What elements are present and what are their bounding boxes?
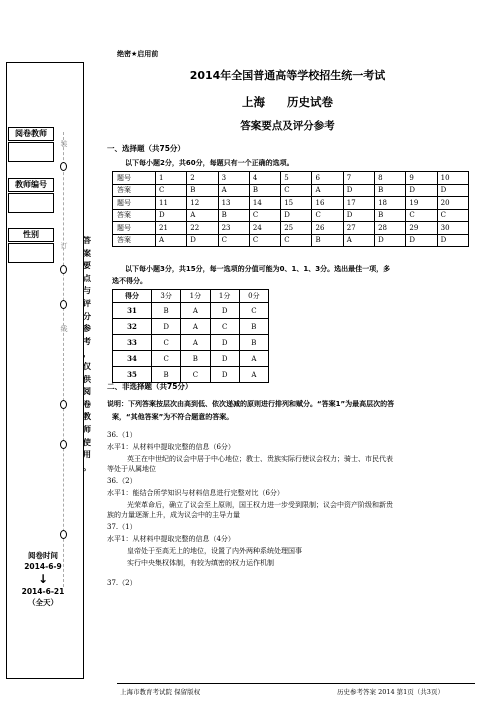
teacher-id-field[interactable] [8,193,54,213]
table-cell: 8 [375,172,406,185]
vertical-note-char: 与 [83,286,91,296]
end-date: 2014-6-21 [21,587,65,596]
answer-body [107,430,475,588]
secret-mark: 绝密★启用前 [117,50,159,58]
table-row [113,197,469,210]
table-cell: 3 [218,172,249,185]
table-cell: C [281,184,312,197]
binding-hole [60,300,67,309]
vertical-note-char: 。 [83,462,91,472]
table-cell: C [406,209,437,222]
table-cell: D [375,234,406,247]
binding-hole [60,162,67,171]
table-cell: A [239,351,268,367]
seal-line [63,132,65,587]
table-row [113,335,269,351]
table-cell: C [152,335,181,351]
section1-heading: 一、选择题（共75分） [107,144,185,153]
table-cell: B [218,209,249,222]
table-cell: 28 [375,222,406,235]
table-row [113,184,469,197]
table-cell: C [239,303,268,319]
exam-time-block [8,550,78,608]
table-header-cell: 得分 [113,290,152,303]
answer-line: 英王在中世纪的议会中居于中心地位；教士、贵族实际行使议会权力；骑士、市民代表 [127,455,393,463]
grader-label: 阅卷教师 [8,127,54,141]
table-cell: B [312,234,343,247]
row-header-cell: 题号 [113,197,156,210]
answer-table-1 [112,171,469,247]
table-cell: D [156,209,187,222]
table-cell: C [210,319,239,335]
table-header-cell: 1分 [181,290,210,303]
table-cell: 2 [187,172,218,185]
table-row [113,351,269,367]
section1-note1: 以下每小题2分，共60分，每题只有一个正确的选项。 [125,159,294,167]
answer-line: 水平1：从材料中提取完整的信息（6分） [107,443,235,451]
table-cell: A [312,184,343,197]
table-header-row [113,290,269,303]
table-cell: A [181,335,210,351]
seal-char: 线 [60,325,68,333]
vertical-note-char: 使 [83,437,91,447]
binding-hole [60,265,67,274]
all-day: （全天） [28,598,58,607]
question-number-cell: 33 [113,335,152,351]
page-subtitle-2: 答案要点及评分参考 [240,120,335,132]
table-cell: 30 [437,222,468,235]
page-subtitle: 上海 历史试卷 [241,95,333,109]
vertical-note-char: 阅 [83,387,91,397]
row-header-cell: 题号 [113,172,156,185]
footer-page-info: 历史参考答案 2014 第1页（共3页） [337,688,444,696]
table-cell: C [152,351,181,367]
table-cell: A [343,234,374,247]
vertical-note-char: 供 [83,374,91,384]
table-cell: A [181,303,210,319]
answer-line: 36.（1） [107,431,137,439]
seal-char: 订 [60,242,68,250]
question-number-cell: 35 [113,367,152,383]
table-cell: C [249,209,280,222]
table-cell: B [152,367,181,383]
table-cell: 29 [406,222,437,235]
answer-line: 水平1：从材料中提取完整的信息（4分） [107,535,235,543]
table-cell: 6 [312,172,343,185]
row-header-cell: 答案 [113,209,156,222]
table-cell: C [437,209,468,222]
vertical-note-char: 答 [83,236,91,245]
table-cell: 26 [312,222,343,235]
table-cell: 23 [218,222,249,235]
answer-line: 实行中央集权体制，有较为缜密的权力运作机制 [127,559,274,567]
footer-copyright: 上海市教育考试院 保留版权 [120,688,201,696]
table-cell: C [281,234,312,247]
table-cell: B [181,351,210,367]
vertical-note-char: 师 [83,424,91,434]
table-cell: D [406,234,437,247]
answer-line: 36.（2） [107,477,137,485]
gender-field[interactable] [8,243,54,263]
section2-desc-line2: 案，“其他答案”为不符合题意的答案。 [112,413,234,421]
table-cell: B [187,184,218,197]
vertical-note-char: 参 [83,324,91,334]
table-cell: B [239,319,268,335]
vertical-note-char: ， [83,349,91,359]
table-cell: 25 [281,222,312,235]
answer-line: 皇帝处于至高无上的地位，设置了内外两种系统处理国事 [127,547,302,555]
table-cell: 14 [249,197,280,210]
table-cell: 27 [343,222,374,235]
table-cell: D [210,351,239,367]
table-cell: D [281,209,312,222]
section2-heading: 二、非选择题（共75分） [107,382,193,391]
table-cell: D [437,234,468,247]
table-cell: D [406,184,437,197]
table-cell: 11 [156,197,187,210]
table-row [113,303,269,319]
section1-note2-line2: 选不得分。 [112,277,147,285]
answer-line: 37.（2） [107,579,137,587]
table-cell: D [343,184,374,197]
vertical-note-char: 考 [83,336,91,346]
table-cell: 15 [281,197,312,210]
vertical-note-char: 用 [83,450,91,460]
answer-table-2 [112,289,269,383]
answer-line: 水平1：能结合所学知识与材料信息进行完整对比（6分） [107,489,284,497]
table-row [113,234,469,247]
table-cell: 19 [406,197,437,210]
table-cell: 21 [156,222,187,235]
table-cell: B [249,184,280,197]
teacher-id-label: 教师编号 [8,178,54,192]
vertical-note-char: 卷 [83,399,91,409]
vertical-note-char: 教 [83,412,91,422]
table-cell: D [187,234,218,247]
table-cell: 13 [218,197,249,210]
answer-line: 光荣革命后，确立了议会至上原则，国王权力进一步受到限制；议会中资产阶级和新贵 [127,501,393,509]
table-cell: 5 [281,172,312,185]
table-cell: 1 [156,172,187,185]
table-row [113,172,469,185]
start-date: 2014-6-9 [24,562,62,571]
vertical-note-char: 要 [83,261,91,271]
table-cell: A [239,367,268,383]
table-row [113,319,269,335]
table-cell: C [218,234,249,247]
arrow-down-icon: ↓ [37,572,49,586]
answer-line: 等处于从属地位 [107,465,156,473]
table-cell: 20 [437,197,468,210]
table-cell: D [152,319,181,335]
answer-line: 族的力量逐渐上升，成为议会中的主导力量 [107,511,240,519]
table-cell: 24 [249,222,280,235]
table-cell: 7 [343,172,374,185]
row-header-cell: 答案 [113,184,156,197]
vertical-note-char: 分 [83,311,91,321]
table-cell: 18 [375,197,406,210]
table-cell: 16 [312,197,343,210]
table-cell: 9 [406,172,437,185]
table-cell: B [152,303,181,319]
table-cell: C [181,367,210,383]
section1-note2-line1: 以下每小题3分，共15分，每一选项的分值可能为0、1、1、3分。选出最佳一项，多 [125,265,391,273]
gender-label: 性别 [8,228,54,242]
vertical-note-char: 点 [83,273,91,283]
binding-hole [60,400,67,409]
vertical-note-char: 仅 [83,361,91,371]
table-cell: A [181,319,210,335]
answer-line: 37.（1） [107,523,137,531]
table-cell: C [249,234,280,247]
table-cell: 17 [343,197,374,210]
table-cell: D [210,335,239,351]
section2-desc-line1: 说明：下列答案按层次由高到低、依次递减的原则进行排列和赋分。“答案1”为最高层次的答 [107,400,395,408]
table-header-cell: 0分 [239,290,268,303]
exam-time-label: 阅卷时间 [28,551,58,560]
table-cell: 12 [187,197,218,210]
row-header-cell: 题号 [113,222,156,235]
question-number-cell: 31 [113,303,152,319]
grader-field[interactable] [8,142,54,162]
table-cell: B [375,184,406,197]
vertical-note [80,235,94,495]
question-number-cell: 32 [113,319,152,335]
table-cell: A [187,209,218,222]
question-number-cell: 34 [113,351,152,367]
table-header-cell: 3分 [152,290,181,303]
table-cell: 4 [249,172,280,185]
vertical-note-char: 案 [83,248,91,258]
table-cell: C [312,209,343,222]
table-cell: B [239,335,268,351]
footer-divider [117,683,475,684]
seal-char: 装 [60,140,68,148]
table-cell: D [343,209,374,222]
table-cell: 22 [187,222,218,235]
table-cell: 10 [437,172,468,185]
table-cell: C [156,184,187,197]
binding-hole [60,440,67,449]
page-title: 2014年全国普通高等学校招生统一考试 [189,69,386,82]
row-header-cell: 答案 [113,234,156,247]
table-cell: A [218,184,249,197]
table-header-cell: 1分 [210,290,239,303]
table-cell: B [375,209,406,222]
table-cell: A [156,234,187,247]
table-row [113,209,469,222]
table-cell: D [437,184,468,197]
table-cell: D [210,303,239,319]
table-row [113,222,469,235]
binding-hole [60,530,67,539]
vertical-note-char: 评 [83,298,91,308]
table-cell: D [210,367,239,383]
